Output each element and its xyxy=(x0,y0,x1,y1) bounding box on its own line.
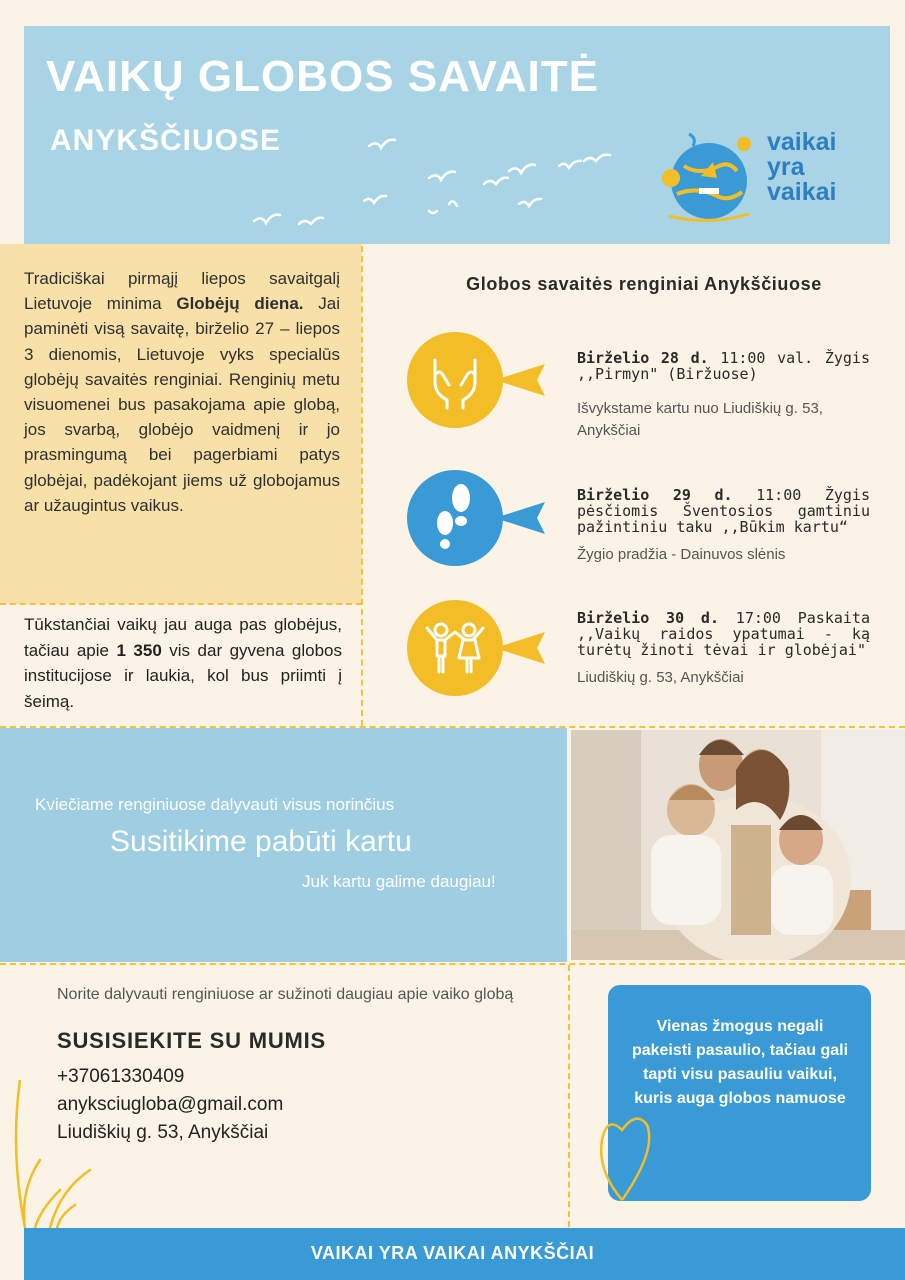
stat-text-end: vis dar gyvena globos institucijose ir laukia, kol bus priimti į šeimą. xyxy=(24,640,343,711)
contact-phone[interactable]: +37061330409 xyxy=(57,1066,185,1087)
invite-line-3: Juk kartu galime daugiau! xyxy=(302,872,496,891)
contact-lead: Norite dalyvauti renginiuose ar sužinoti daugiau apie vaiko globą xyxy=(57,986,514,1003)
heart-doodle-icon xyxy=(592,1110,662,1205)
hands-icon xyxy=(405,330,555,430)
logo-line-1: vaikai xyxy=(767,128,837,156)
event-1-location: Išvykstame kartu nuo Liudiškių g. 53, Anykščiai xyxy=(577,400,823,439)
event-2-date: Birželio 29 d. xyxy=(577,486,733,504)
divider xyxy=(568,965,570,1227)
events-title: Globos savaitės renginiai Anykščiuose xyxy=(466,274,822,294)
logo xyxy=(649,126,864,226)
divider xyxy=(0,603,362,605)
page-title: VAIKŲ GLOBOS SAVAITĖ xyxy=(46,52,599,101)
stat-text-start: Tūkstančiai vaikų jau auga pas globėjus, tačiau apie xyxy=(24,615,342,660)
event-3-heading xyxy=(577,610,870,658)
header-banner xyxy=(24,26,890,244)
divider xyxy=(0,963,905,965)
event-2-location: Žygio pradžia - Dainuvos slėnis xyxy=(577,546,786,563)
logo-text xyxy=(767,130,837,205)
contact-email[interactable]: anyksciugloba@gmail.com xyxy=(57,1094,284,1115)
invite-line-1: Kviečiame renginiuose dalyvauti visus norinčius xyxy=(35,795,395,814)
event-3-desc: 17:00 Paskaita ,,Vaikų raidos ypatumai - ką turėtų žinoti tėvai ir globėjai" xyxy=(577,609,870,659)
quote-text: Vienas žmogus negali pakeisti pasaulio, tačiau gali tapti visu pasauliu vaikui, kuris auga globos namuose xyxy=(631,1018,849,1107)
event-1-desc: 11:00 val. Žygis ,,Pirmyn" (Biržuose) xyxy=(577,349,870,383)
statistics-paragraph xyxy=(24,612,342,714)
wheat-decoration-icon xyxy=(0,1080,110,1228)
intro-text-end: Jai paminėti visą savaitę, birželio 27 – liepos 3 dienomis, Lietuvoje vyks specialūs globėjų savaitės renginiai. Renginių metu visuomenei bus pasakojama apie globą, jos svarbą, globėjo vaidmenį ir jo prasmingumą bei pagerbiami patys globėjai, padėkojant jiems už globojamus ar užaugintus vaikus. xyxy=(24,294,340,515)
event-3-date: Birželio 30 d. xyxy=(577,609,719,627)
footer-bar xyxy=(24,1228,905,1280)
intro-paragraph xyxy=(24,266,340,518)
event-2-heading xyxy=(577,487,870,535)
intro-text-start: Tradiciškai pirmąjį liepos savaitgalį Lietuvoje minima xyxy=(24,269,340,314)
event-3-location: Liudiškių g. 53, Anykščiai xyxy=(577,669,744,686)
intro-highlight: Globėjų diena. xyxy=(176,294,304,314)
birds-decoration-icon xyxy=(224,106,624,236)
event-2-desc: 11:00 Žygis pėsčiomis Šventosios gamtiniu pažintiniu taku ,,Būkim kartu“ xyxy=(577,486,870,536)
event-1-date: Birželio 28 d. xyxy=(577,349,709,367)
contact-address: Liudiškių g. 53, Anykščiai xyxy=(57,1122,269,1143)
globe-logo-icon xyxy=(649,126,759,226)
footer-text: VAIKAI YRA VAIKAI ANYKŠČIAI xyxy=(310,1243,595,1263)
contact-title: SUSISIEKITE SU MUMIS xyxy=(57,1028,327,1053)
footprints-icon xyxy=(405,468,555,568)
stat-number: 1 350 xyxy=(116,640,162,660)
family-photo xyxy=(571,730,905,960)
children-icon xyxy=(405,598,555,698)
logo-line-2: yra xyxy=(767,153,805,181)
invite-headline: Susitikime pabūti kartu xyxy=(110,825,412,858)
divider xyxy=(361,246,363,726)
event-1-heading xyxy=(577,350,870,382)
logo-line-3: vaikai xyxy=(767,178,837,206)
page-subtitle: ANYKŠČIUOSE xyxy=(50,124,282,157)
